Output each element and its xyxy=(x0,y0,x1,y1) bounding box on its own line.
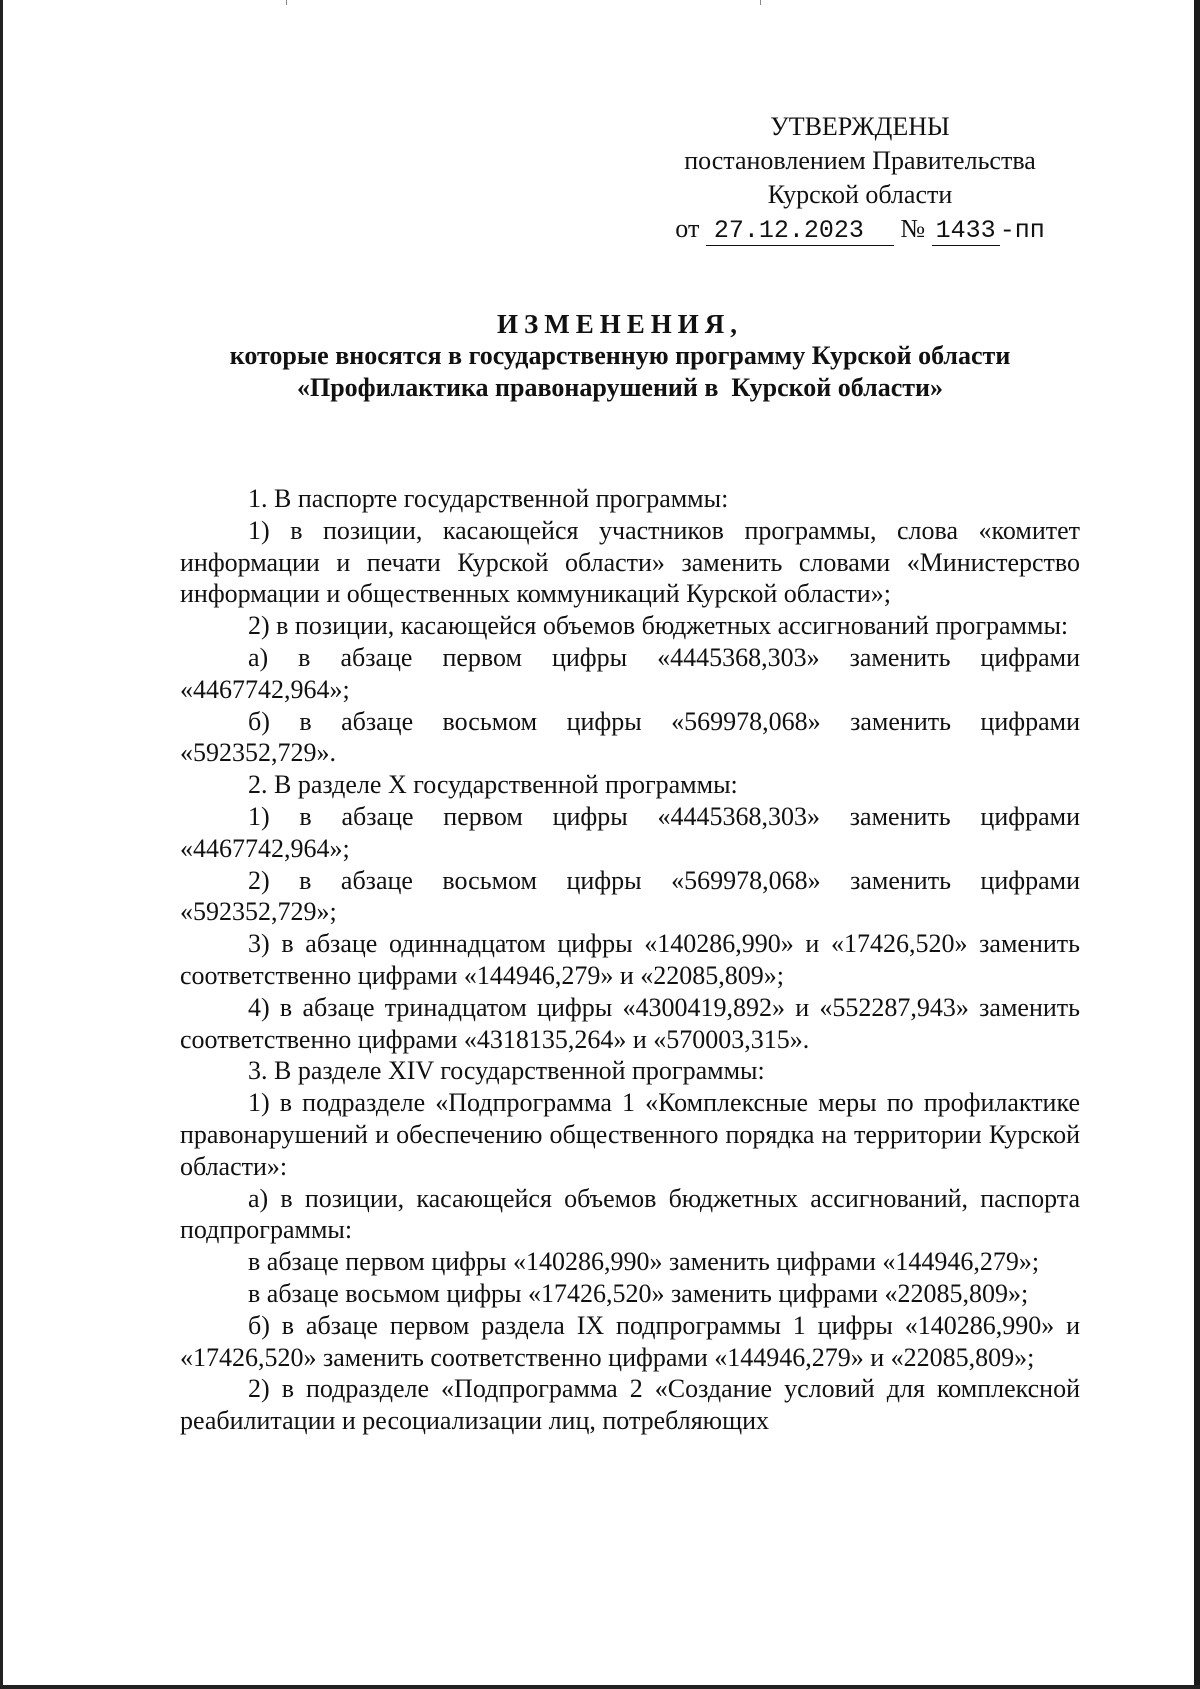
paragraph: 1. В паспорте государственной программы: xyxy=(248,484,729,513)
scan-border-right xyxy=(1194,0,1200,1689)
number-suffix: -пп xyxy=(999,216,1045,245)
paragraph: 2) в позиции, касающейся объемов бюджетных ассигнований программы: xyxy=(248,611,1069,641)
paragraph: 3) в абзаце одиннадцатом цифры «140286,990» и «17426,520» заменить соответственно цифрами «144946,279» и «22085,809»; xyxy=(180,929,1080,990)
paragraph: а) в позиции, касающейся объемов бюджетных ассигнований, паспорта подпрограммы: xyxy=(180,1183,1080,1245)
approval-date-line xyxy=(640,212,1080,248)
approval-line-1: постановлением Правительства xyxy=(684,146,1036,175)
approval-stamp-block xyxy=(640,110,1080,248)
paragraph: в абзаце первом цифры «140286,990» заменить цифрами «144946,279»; xyxy=(248,1247,1040,1277)
title-line-1: которые вносятся в государственную программу Курской области xyxy=(229,341,1011,370)
approval-heading: УТВЕРЖДЕНЫ xyxy=(770,112,950,141)
number-value: 1433 xyxy=(932,216,1000,246)
date-value: 27.12.2023 xyxy=(706,216,894,246)
title-line-2: «Профилактика правонарушений в Курской области» xyxy=(297,373,943,402)
paragraph: б) в абзаце восьмом цифры «569978,068» заменить цифрами «592352,729». xyxy=(180,706,1080,768)
paragraph: 1) в подразделе «Подпрограмма 1 «Комплексные меры по профилактике правонарушений и обеспечению общественного порядка на территории Курской области»: xyxy=(180,1088,1080,1181)
paragraph: а) в абзаце первом цифры «4445368,303» заменить цифрами «4467742,964»; xyxy=(180,642,1080,704)
paragraph: 2. В разделе X государственной программы: xyxy=(248,770,738,800)
paragraph: 1) в абзаце первом цифры «4445368,303» заменить цифрами «4467742,964»; xyxy=(180,801,1080,863)
date-prefix: от xyxy=(675,214,700,243)
approval-line-2: Курской области xyxy=(767,180,953,209)
paragraph: 4) в абзаце тринадцатом цифры «4300419,892» и «552287,943» заменить соответственно цифрами «4318135,264» и «570003,315». xyxy=(180,992,1080,1054)
scan-border-left xyxy=(0,0,3,1689)
paragraph: 1) в позиции, касающейся участников программы, слова «комитет информации и печати Курской области» заменить словами «Министерство информации и общественных коммуникаций Курской области»; xyxy=(180,515,1080,609)
paragraph: в абзаце восьмом цифры «17426,520» заменить цифрами «22085,809»; xyxy=(248,1278,1029,1308)
number-prefix: № xyxy=(900,214,926,243)
paragraph: 2) в подразделе «Подпрограмма 2 «Создание условий для комплексной реабилитации и ресоциализации лиц, потребляющих xyxy=(180,1374,1080,1436)
paragraph: б) в абзаце первом раздела IX подпрограммы 1 цифры «140286,990» и «17426,520» заменить соответственно цифрами «144946,279» и «22085,809»; xyxy=(180,1310,1080,1372)
paragraph: 3. В разделе XIV государственной программы: xyxy=(248,1056,765,1086)
document-title xyxy=(180,308,1060,404)
scan-artifact xyxy=(760,0,761,5)
scan-border-bottom xyxy=(0,1685,1200,1689)
scan-artifact xyxy=(286,0,287,5)
title-heading: ИЗМЕНЕНИЯ, xyxy=(496,309,743,339)
document-body xyxy=(180,483,1080,1437)
paragraph: 2) в абзаце восьмом цифры «569978,068» заменить цифрами «592352,729»; xyxy=(180,865,1080,927)
